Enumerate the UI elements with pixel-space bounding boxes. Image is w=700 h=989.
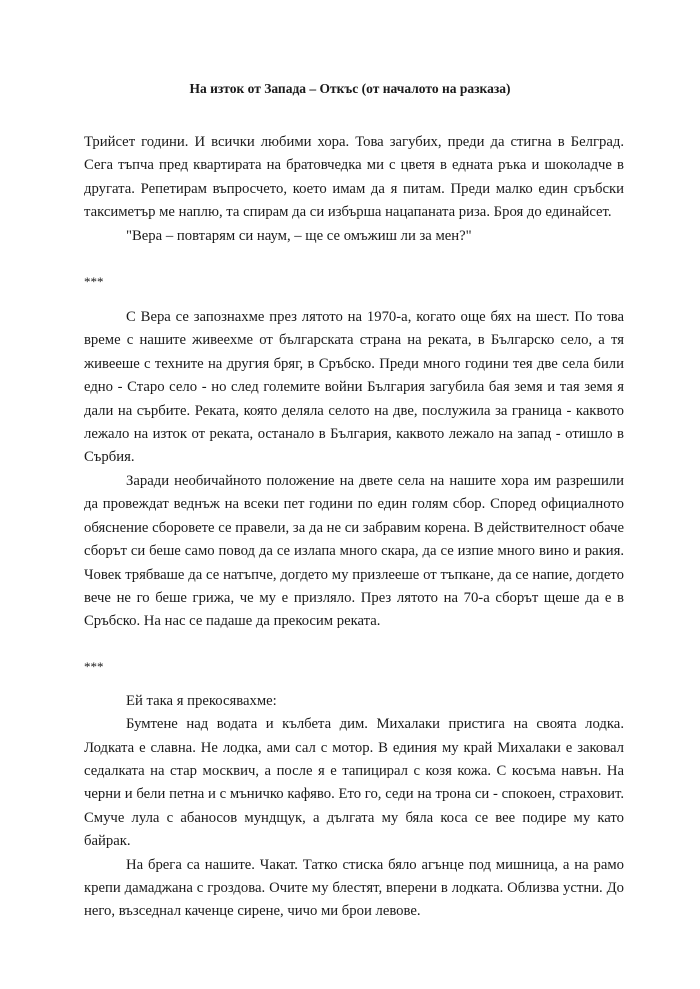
paragraph: С Вера се запознахме през лятото на 1970-а, когато още бях на шест. По това време с нашите живеехме от българската страна на реката, в Българско село, а тя живееше с техните на другия бряг, в Сръбско. Преди много години тея две села били едно - Старо село - но след големите войни България загубила бая земя и тая земя я дали на сърбите. Реката, която деляла селото на две, послужила за граница - каквото лежало на изток от реката, останало в България, каквото лежало на запад - отишло в Сърбия.: [84, 309, 624, 466]
document-title: На изток от Запада – Откъс (от началото на разказа): [189, 81, 511, 96]
paragraph: Трийсет години. И всички любими хора. Това загубих, преди да стигна в Белград. Сега тъпча пред квартирата на братовчедка ми с цветя в едната ръка и шоколадче в другата. Репетирам въпросчето, което имам да я питам. Преди малко един сръбски таксиметър ме наплю, та спирам да си избърша нацапаната риза. Броя до единайсет.: [84, 134, 624, 221]
paragraph: Бумтене над водата и кълбета дим. Михалаки пристига на своята лодка. Лодката е славна. Не лодка, ами сал с мотор. В единия му край Михалаки е заковал седалката на стар москвич, а после я е тапицирал с козя кожа. С косъма навън. На черни и бели петна и с мъничко кафяво. Ето го, седи на трона си - спокоен, страховит. Смуче лула с абаносов мундщук, а дългата му бяла коса се вее подире му като байрак.: [84, 716, 624, 850]
paragraph: "Вера – повтарям си наум, – ще се омъжиш ли за мен?": [126, 227, 472, 244]
document-body: [84, 131, 624, 924]
section-separator: ***: [84, 274, 104, 290]
paragraph: Ей така я прекосявахме:: [126, 692, 277, 709]
paragraph: Заради необичайното положение на двете села на нашите хора им разрешили да провеждат веднъж на всеки пет години по един голям сбор. Според официалното обяснение сборовете се правели, за да не си забравим корена. В действителност обаче сборът си беше само повод да се излапа много скара, да се изпие много вино и ракия. Човек трябваше да се натъпче, догдето му призлееше от тъпкане, да се напие, догдето вече не го беше грижа, че му е призляло. През лятото на 70-а сборът щеше да е в Сръбско. На нас се падаше да прекосим реката.: [84, 472, 624, 630]
paragraph: На брега са нашите. Чакат. Татко стиска бяло агънце под мишница, а на рамо крепи дамаджана с гроздова. Очите му блестят, вперени в лодката. Облизва устни. До него, възседнал каченце сирене, чичо ми брои левове.: [84, 856, 624, 920]
section-separator: ***: [84, 658, 104, 674]
